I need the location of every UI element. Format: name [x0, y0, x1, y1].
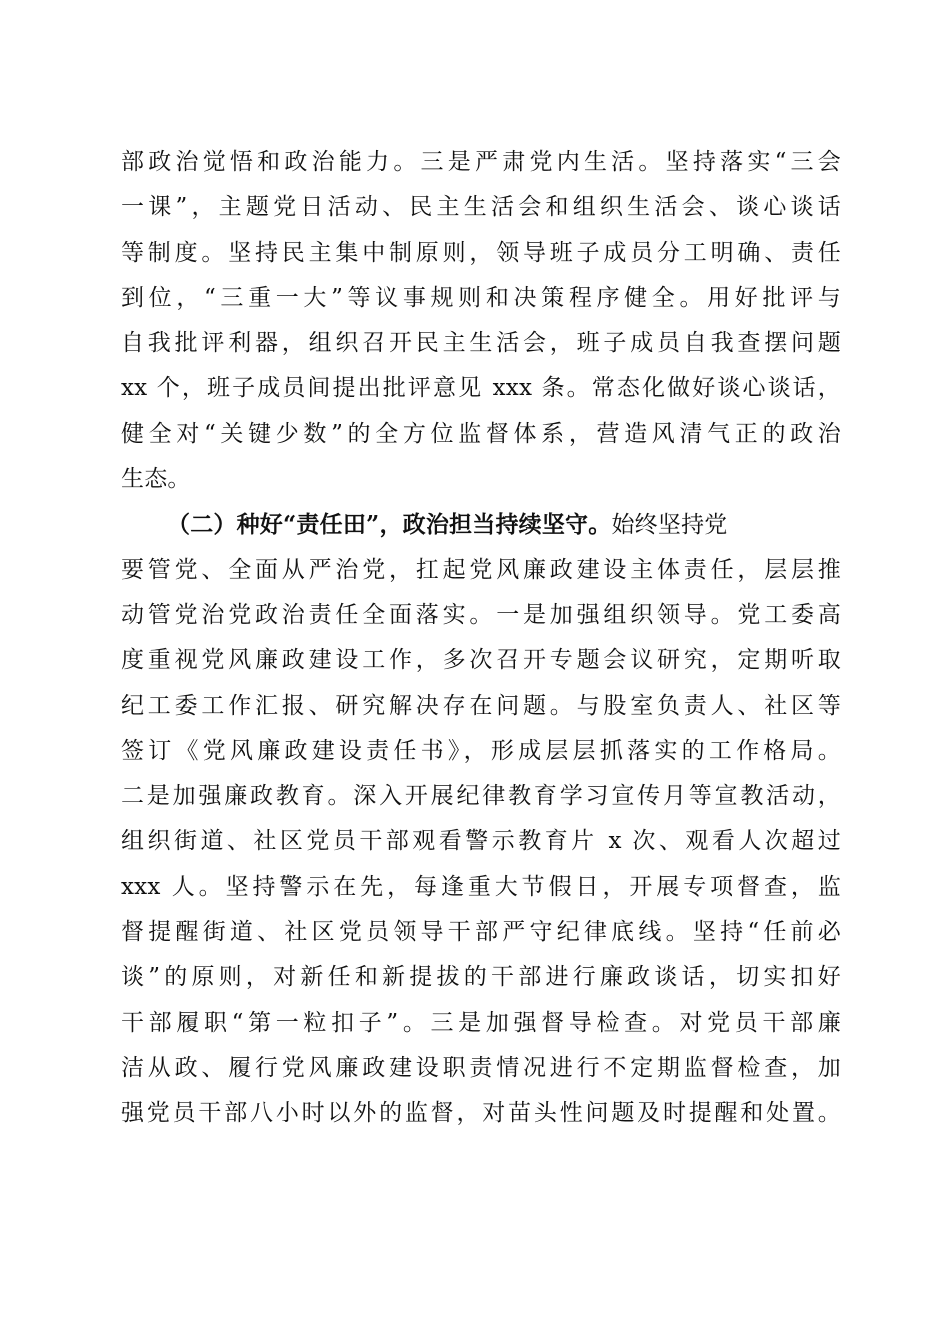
text-line: 到位，“三重一大”等议事规则和决策程序健全。用好批评与: [121, 284, 841, 311]
text-line: 健全对“关键少数”的全方位监督体系，营造风清气正的政治: [121, 420, 841, 447]
text-line: xx 个，班子成员间提出批评意见 xxx 条。常态化做好谈心谈话，: [121, 375, 841, 402]
body-text: [121, 140, 841, 1137]
text-line: 签订《党风廉政建设责任书》，形成层层抓落实的工作格局。: [121, 737, 841, 764]
paragraph-2: [121, 502, 841, 1136]
text-line: 干部履职“第一粒扣子”。三是加强督导检查。对党员干部廉: [121, 1009, 841, 1036]
text-line: 督提醒街道、社区党员领导干部严守纪律底线。坚持“任前必: [121, 919, 841, 946]
text-line: 谈”的原则，对新任和新提拔的干部进行廉政谈话，切实扣好: [121, 964, 841, 991]
text-line: 动管党治党政治责任全面落实。一是加强组织领导。党工委高: [121, 601, 841, 628]
text-run: 始终坚持党: [611, 512, 728, 539]
text-line: 自我批评利器，组织召开民主生活会，班子成员自我查摆问题: [121, 330, 841, 357]
section-heading: （二）种好“责任田”，政治担当持续坚守。: [167, 511, 612, 539]
text-line: 二是加强廉政教育。深入开展纪律教育学习宣传月等宣教活动，: [121, 783, 841, 810]
text-line: 部政治觉悟和政治能力。三是严肃党内生活。坚持落实“三会: [121, 149, 841, 175]
text-line: 度重视党风廉政建设工作，多次召开专题会议研究，定期听取: [121, 647, 841, 674]
text-line: 生态。: [121, 466, 191, 493]
text-line: 纪工委工作汇报、研究解决存在问题。与股室负责人、社区等: [121, 692, 841, 719]
text-line: 洁从政、履行党风廉政建设职责情况进行不定期监督检查，加: [121, 1054, 841, 1081]
text-line: 等制度。坚持民主集中制原则，领导班子成员分工明确、责任: [121, 239, 841, 266]
text-line: 组织街道、社区党员干部观看警示教育片 x 次、观看人次超过: [121, 828, 841, 855]
paragraph-1: [121, 140, 841, 502]
text-line: 一课”，主题党日活动、民主生活会和组织生活会、谈心谈话: [121, 194, 841, 221]
paragraph-2-first-line: [121, 502, 841, 547]
text-line: 强党员干部八小时以外的监督，对苗头性问题及时提醒和处置。: [121, 1100, 841, 1127]
text-line: xxx 人。坚持警示在先，每逢重大节假日，开展专项督查，监: [121, 873, 841, 900]
text-line: 要管党、全面从严治党，扛起党风廉政建设主体责任，层层推: [121, 556, 841, 583]
